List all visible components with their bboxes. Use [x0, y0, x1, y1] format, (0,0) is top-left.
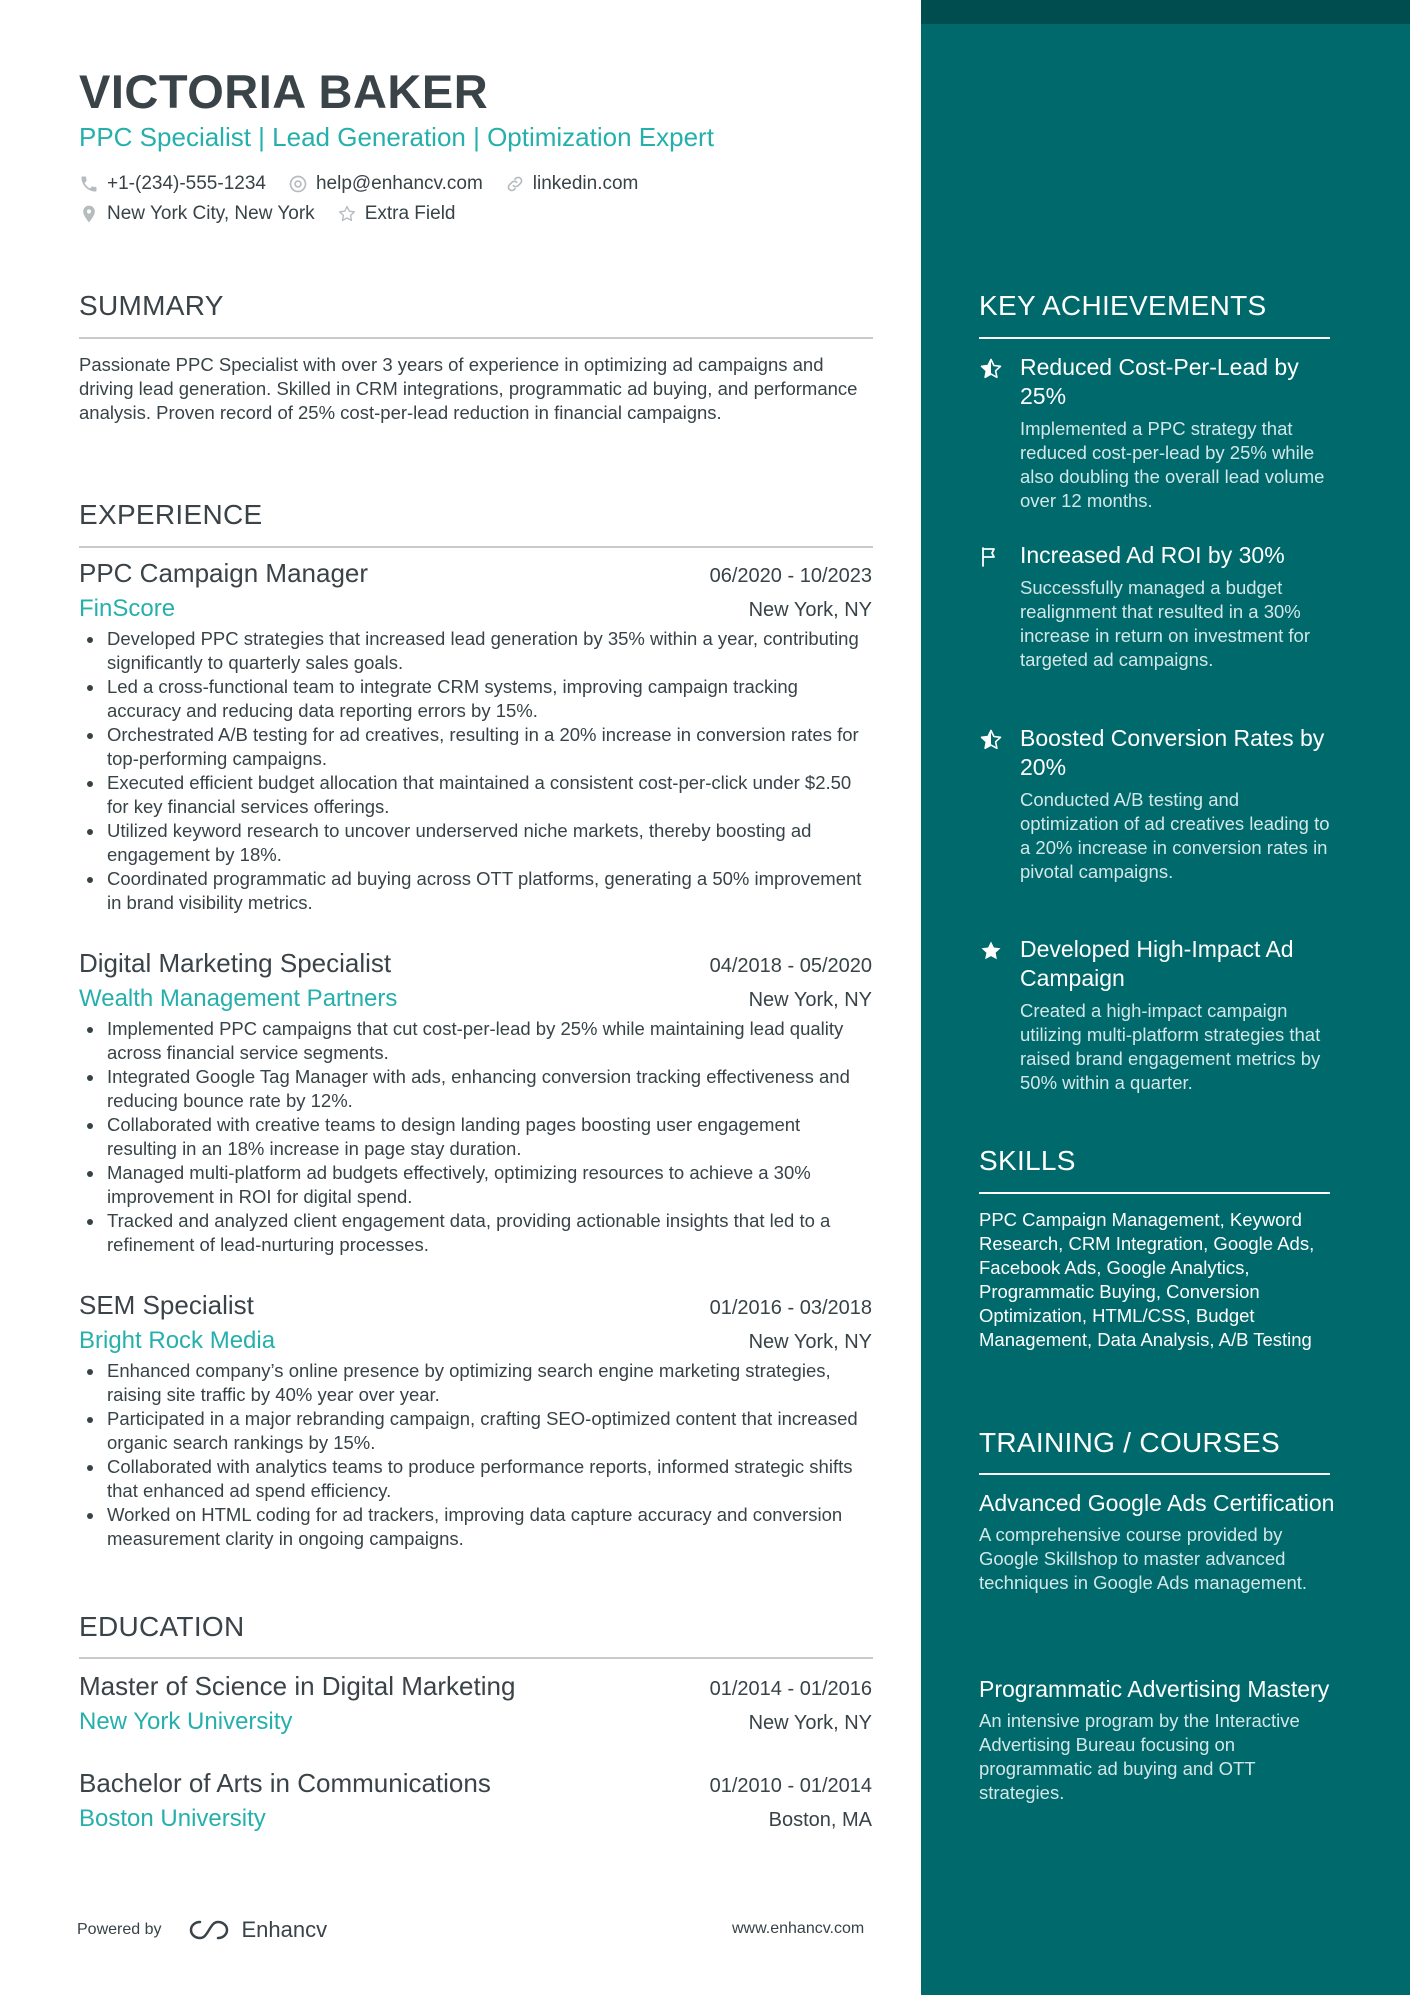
bullet-item: Collaborated with analytics teams to produce performance reports, informed strategic shifts that enhanced ad spend efficiency.: [79, 1455, 872, 1503]
contact-row-2: [79, 203, 478, 225]
achievement-description: Implemented a PPC strategy that reduced cost-per-lead by 25% while also doubling the overall lead volume over 12 months.: [1020, 418, 1325, 511]
extra-field-text: Extra Field: [364, 203, 456, 224]
contact-extra: [337, 203, 456, 225]
skills-text: PPC Campaign Management, Keyword Research, CRM Integration, Google Ads, Facebook Ads, Google Analytics, Programmatic Buying, Conversion Optimization, HTML/CSS, Budget Management, Data Analysis, A/B Testing: [979, 1209, 1315, 1350]
contact-website: [505, 173, 639, 195]
achievement-item: [979, 724, 1339, 884]
phone-icon: [79, 174, 99, 194]
flag-icon: [979, 545, 1003, 569]
star-icon: [979, 939, 1003, 963]
job-dates: 04/2018 - 05/2020: [709, 955, 872, 977]
summary-divider: [79, 337, 873, 339]
skills-heading: SKILLS: [979, 1145, 1076, 1176]
achievement-item: [979, 935, 1339, 1095]
job-bullets: [79, 1359, 872, 1551]
job-entry: [79, 948, 872, 1257]
course-description: An intensive program by the Interactive Advertising Bureau focusing on programmatic ad buying and OTT strategies.: [979, 1710, 1300, 1803]
bullet-item: Implemented PPC campaigns that cut cost-per-lead by 25% while maintaining lead quality across financial service segments.: [79, 1017, 872, 1065]
experience-divider: [79, 546, 873, 548]
achievement-title: Reduced Cost-Per-Lead by 25%: [1020, 354, 1299, 409]
phone-text[interactable]: +1-(234)-555-1234: [107, 173, 266, 194]
enhancv-logo-icon: [188, 1918, 234, 1942]
achievement-title: Boosted Conversion Rates by 20%: [1020, 725, 1325, 780]
achievement-description: Successfully managed a budget realignment that resulted in a 30% increase in return on investment for targeted ad campaigns.: [1020, 577, 1310, 670]
achievement-description: Conducted A/B testing and optimization of ad creatives leading to a 20% increase in conversion rates in pivotal campaigns.: [1020, 789, 1330, 882]
achievement-title: Developed High-Impact Ad Campaign: [1020, 936, 1294, 991]
star-half-icon: [979, 357, 1003, 381]
job-location: New York, NY: [748, 989, 872, 1011]
education-entry: [79, 1768, 872, 1833]
bullet-item: Executed efficient budget allocation that maintained a consistent cost-per-click under $2.50 for key financial services offerings.: [79, 771, 872, 819]
skills-divider: [979, 1192, 1330, 1194]
bullet-item: Collaborated with creative teams to design landing pages boosting user engagement resulting in an 18% increase in page stay duration.: [79, 1113, 872, 1161]
job-company: FinScore: [79, 595, 176, 622]
contact-email: [288, 173, 483, 195]
website-link[interactable]: linkedin.com: [532, 173, 639, 194]
bullet-item: Integrated Google Tag Manager with ads, enhancing conversion tracking effectiveness and reducing bounce rate by 12%.: [79, 1065, 872, 1113]
at-icon: [288, 174, 308, 194]
course-description: A comprehensive course provided by Google Skillshop to master advanced techniques in Google Ads management.: [979, 1524, 1308, 1593]
job-dates: 01/2016 - 03/2018: [709, 1297, 872, 1319]
school-name: New York University: [79, 1708, 293, 1735]
job-entry: [79, 558, 872, 915]
achievement-item: [979, 353, 1339, 513]
degree-title: Bachelor of Arts in Communications: [79, 1768, 491, 1798]
bullet-item: Tracked and analyzed client engagement data, providing actionable insights that led to a refinement of lead-nurturing processes.: [79, 1209, 872, 1257]
achievements-divider: [979, 337, 1330, 339]
bullet-item: Coordinated programmatic ad buying across OTT platforms, generating a 50% improvement in brand visibility metrics.: [79, 867, 872, 915]
training-heading: TRAINING / COURSES: [979, 1427, 1280, 1458]
course-title: Advanced Google Ads Certification: [979, 1490, 1335, 1516]
bullet-item: Participated in a major rebranding campaign, crafting SEO-optimized content that increased organic search rankings by 15%.: [79, 1407, 872, 1455]
course-item: [979, 1489, 1339, 1595]
sidebar-top-band: [921, 0, 1410, 24]
star-outline-icon: [337, 204, 357, 224]
achievement-description: Created a high-impact campaign utilizing multi-platform strategies that raised brand engagement metrics by 50% within a quarter.: [1020, 1000, 1321, 1093]
job-title: SEM Specialist: [79, 1290, 254, 1320]
bullet-item: Worked on HTML coding for ad trackers, improving data capture accuracy and conversion measurement clarity in ongoing campaigns.: [79, 1503, 872, 1551]
email-link[interactable]: help@enhancv.com: [315, 173, 483, 194]
bullet-item: Enhanced company’s online presence by optimizing search engine marketing strategies, raising site traffic by 40% year over year.: [79, 1359, 872, 1407]
summary-heading: SUMMARY: [79, 290, 224, 321]
job-title: PPC Campaign Manager: [79, 558, 369, 588]
job-location: New York, NY: [748, 599, 872, 621]
course-item: [979, 1675, 1339, 1805]
job-bullets: [79, 1017, 872, 1257]
school-location: Boston, MA: [768, 1809, 872, 1831]
achievement-title: Increased Ad ROI by 30%: [1020, 542, 1285, 568]
powered-by-label: Powered by: [77, 1921, 162, 1938]
education-entry: [79, 1671, 872, 1736]
brand-name: Enhancv: [241, 1917, 328, 1942]
headline: PPC Specialist | Lead Generation | Optimization Expert: [79, 122, 714, 152]
job-location: New York, NY: [748, 1331, 872, 1353]
location-text: New York City, New York: [107, 203, 315, 224]
achievement-item: [979, 541, 1339, 672]
job-company: Wealth Management Partners: [79, 985, 398, 1012]
link-icon: [505, 174, 525, 194]
job-entry: [79, 1290, 872, 1551]
footer-url[interactable]: www.enhancv.com: [732, 1920, 865, 1937]
star-half-icon: [979, 728, 1003, 752]
school-location: New York, NY: [748, 1712, 872, 1734]
location-pin-icon: [79, 204, 99, 224]
bullet-item: Led a cross-functional team to integrate CRM systems, improving campaign tracking accuracy and reducing data reporting errors by 15%.: [79, 675, 872, 723]
bullet-item: Managed multi-platform ad budgets effectively, optimizing resources to achieve a 30% improvement in ROI for digital spend.: [79, 1161, 872, 1209]
bullet-item: Orchestrated A/B testing for ad creatives, resulting in a 20% increase in conversion rates for top-performing campaigns.: [79, 723, 872, 771]
contact-row-1: [79, 173, 660, 195]
bullet-item: Developed PPC strategies that increased lead generation by 35% within a year, contributing significantly to quarterly sales goals.: [79, 627, 872, 675]
education-heading: EDUCATION: [79, 1611, 245, 1642]
summary-text: Passionate PPC Specialist with over 3 years of experience in optimizing ad campaigns and driving lead generation. Skilled in CRM integrations, programmatic ad buying, and performance analysis. Proven record of 25% cost-per-lead reduction in financial campaigns.: [79, 354, 858, 423]
contact-phone: [79, 173, 266, 195]
achievements-heading: KEY ACHIEVEMENTS: [979, 290, 1267, 321]
experience-heading: EXPERIENCE: [79, 499, 263, 530]
bullet-item: Utilized keyword research to uncover underserved niche markets, thereby boosting ad engagement by 18%.: [79, 819, 872, 867]
contact-location: [79, 203, 315, 225]
education-dates: 01/2014 - 01/2016: [709, 1678, 872, 1700]
education-dates: 01/2010 - 01/2014: [709, 1775, 872, 1797]
degree-title: Master of Science in Digital Marketing: [79, 1671, 516, 1701]
enhancv-logo[interactable]: [188, 1917, 328, 1943]
school-name: Boston University: [79, 1805, 266, 1832]
course-title: Programmatic Advertising Mastery: [979, 1676, 1330, 1702]
footer-powered-by: [77, 1917, 327, 1943]
training-divider: [979, 1473, 1330, 1475]
job-bullets: [79, 627, 872, 915]
job-dates: 06/2020 - 10/2023: [709, 565, 872, 587]
job-company: Bright Rock Media: [79, 1327, 276, 1354]
candidate-name: VICTORIA BAKER: [79, 65, 489, 118]
job-title: Digital Marketing Specialist: [79, 948, 392, 978]
education-divider: [79, 1657, 873, 1659]
